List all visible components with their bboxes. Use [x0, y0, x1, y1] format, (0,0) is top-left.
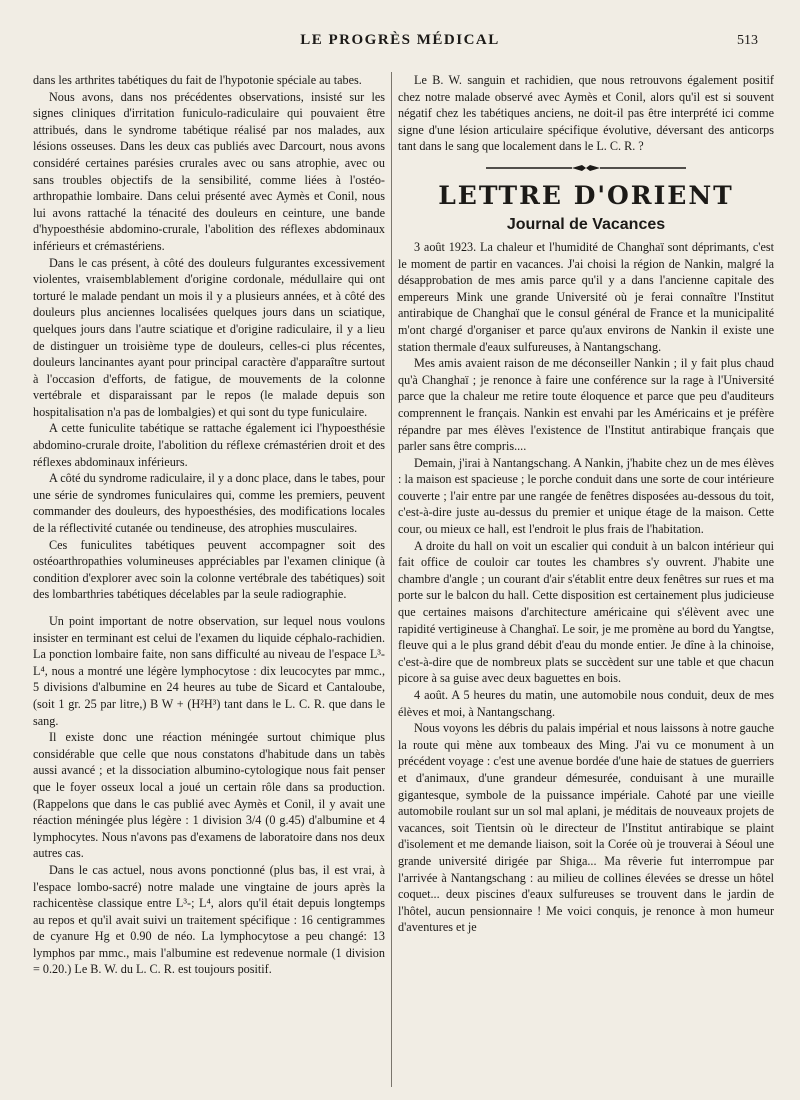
- paragraph: Nous avons, dans nos précédentes observations, insisté sur les signes cliniques d'irritation funiculo-radiculaire qui pouvaient être attribués, dans le syndrome tabétique réalisé par nos malades, aux lésions osseuses. Dans les deux cas publiés avec Darcourt, nous avons considéré certaines parésies crurales avec ou sans atrophie, avec ou sans troubles objectifs de la sensibilité, comme liées à l'ostéo-arthropathie lombaire. Dans celui présenté avec Aymès et Conil, nous lui avons rattaché la ténacité des douleurs en ceinture, une bande d'hypoesthésie abdomino-crurale, l'abolition des réflexes abdominaux inférieurs et crémastériens.: [33, 89, 385, 253]
- section-subtitle: Journal de Vacances: [506, 215, 666, 233]
- paragraph: Mes amis avaient raison de me déconseiller Nankin ; il y fait plus chaud qu'à Changhaï ; je renonce à faire une conférence sur la rage à l'Université parce que la chaleur me retire toute éloquence et parce que peu d'auditeurs comprennent le français. Nankin est envahi par les Américains et je préfère répandre par mes élèves l'existence de l'Institut antirabique français que parler sans être compris....: [398, 356, 774, 454]
- right-column: [398, 72, 774, 936]
- paragraph: A droite du hall on voit un escalier qui conduit à un balcon intérieur qui fait office de couloir car toutes les chambres s'y ouvrent. J'habite une chambre d'angle ; un courant d'air s'établit entre deux fenêtres sur rues et ma porte sur le balcon du hall. Cette disposition est certainement plus judicieuse que certaines maisons d'architecture américaine qui s'élèvent avec une rapidité vertigineuse à Changhaï. Le soir, je me promène au bord du Yangtse, fleuve qui a le plus grand débit d'eau du monde entier. Je dîne à la chinoise, c'est-à-dire que de nombreux plats se succèdent sur une table et que chacun picore à sa guise avec deux baguettes en bois.: [398, 538, 774, 686]
- paragraph: Ces funiculites tabétiques peuvent accompagner soit des ostéoarthropathies volumineuses appréciables par l'examen clinique (à condition d'explorer avec soin la colonne vertébrale des tabétiques) soit des lombarthries tabétiques décelables par la seule radiographie.: [33, 537, 385, 602]
- paragraph: dans les arthrites tabétiques du fait de l'hypotonie spéciale au tabes.: [33, 73, 362, 87]
- paragraph: Nous voyons les débris du palais impérial et nous laissons à notre gauche la route qui mène aux tombeaux des Ming. J'ai vu ce monument à un précédent voyage : c'est une avenue bordée d'une haie de statues de guerriers et d'animaux, d'une grandeur démesurée, conduisant à une muraille gigantesque, symbole de la puissance impériale. Cahoté par une vieille automobile roulant sur un sol mal aplani, je méditais de nouveaux projets de vacances, soit Tientsin où le directeur de l'Institut antirabique se plaint d'isolement et me demande liaison, soit la Corée où je trouverai à Séoul une grande université dirigée par Shiga... Ma rêverie fut interrompue par l'arrivée à Nantangschang : au milieu de collines élevées se dresse un hôtel coquet... deux piscines d'eaux sulfureuses se trouvent dans le jardin de l'hôtel, aucun pensionnaire ! Me voici conquis, je renonce à mon humeur d'aventures et je: [398, 721, 774, 935]
- column-divider: [391, 72, 392, 1087]
- paragraph: A cette funiculite tabétique se rattache également ici l'hypoesthésie abdomino-crurale droite, l'abolition du réflexe crémastérien droit et des réflexes abdominaux inférieurs.: [33, 421, 385, 469]
- paragraph: Demain, j'irai à Nantangschang. A Nankin, j'habite chez un de mes élèves : la maison est spacieuse ; le porche conduit dans une sorte de cour intérieure couverte ; l'air entre par une rangée de fenêtres disposées au-dessous du toit, c'est-à-dire juste au-dessus du premier et unique étage de la maison. Cette cour, ou mieux ce hall, est l'endroit le plus frais de l'habitation.: [398, 455, 774, 537]
- paragraph: Le B. W. sanguin et rachidien, que nous retrouvons également positif chez notre malade observé avec Aymès et Conil, alors qu'il est si souvent négatif chez les tabétiques anciens, ne doit-il pas être interprété ici comme signe d'une lésion articulaire spécifique évolutive, déversant des anticorps tant dans le sang que localement dans le L. C. R. ?: [398, 73, 774, 154]
- paragraph: Un point important de notre observation, sur lequel nous voulons insister en terminant est celui de l'examen du liquide céphalo-rachidien. La ponction lombaire faite, non sans difficulté au niveau de l'espace L³-L⁴, nous a montré une légère lymphocytose : dix leucocytes par mmc., 5 divisions d'albumine en 24 heures au tube de Sicard et Cantaloube, (soit 1 gr. 25 par litre,) B W + (H²H³) tant dans le L. C. R. que dans le sang.: [33, 614, 385, 728]
- paragraph: Dans le cas présent, à côté des douleurs fulgurantes excessivement violentes, vraisemblablement d'origine cordonale, médullaire qui ont torturé le malade pendant un mois il y a plusieurs années, et à côté des douleurs plus anciennes localisées quelques jours dans un sciatique, quelques jours dans l'autre sciatique et d'origine radiculaire, il y a lieu de distinguer un troisième type de douleurs, celles-ci plus récentes, douleurs lancinantes ayant pour principal caractère d'apparaître surtout à l'occasion d'efforts, de fatigue, de mouvements de la colonne vertébrale et disparaissant par le repos (le malade depuis son hospitalisation n'a pas de lombalgies) et qui sont du type funiculaire.: [33, 255, 385, 419]
- ornamental-divider: [486, 163, 686, 173]
- section-title: LETTRE D'ORIENT: [438, 180, 734, 210]
- paragraph: A côté du syndrome radiculaire, il y a donc place, dans le tabes, pour une série de syndromes funiculaires qui, comme les premiers, peuvent commander des douleurs, des hypoesthésies, des modifications locales de la réflectivité cutanée ou tendineuse, des atrophies musculaires.: [33, 471, 385, 536]
- paragraph: 4 août. A 5 heures du matin, une automobile nous conduit, deux de mes élèves et moi, à Nantangschang.: [398, 688, 774, 719]
- paragraph: Il existe donc une réaction méningée surtout chimique plus considérable que celle que nous constatons d'habitude dans un tabès aussi avancé ; et la dissociation albumino-cytologique nous fait penser que le foyer osseux local a joué un certain rôle dans sa production. (Rappelons que dans le cas publié avec Aymès et Conil, il y avait une réaction méningée plus légère : 1 division 3/4 (0 g.45) d'albumine et 4 lymphocytes. Nous n'avons pas d'examens de laboratoire dans nos deux autres cas.: [33, 730, 385, 861]
- journal-title: LE PROGRÈS MÉDICAL: [300, 32, 500, 48]
- paragraph: Dans le cas actuel, nous avons ponctionné (plus bas, il est vrai, à l'espace lombo-sacré) notre malade une vingtaine de jours après la rachicentèse classique entre L³-; L⁴, alors qu'il était depuis longtemps au repos et qu'il avait suivi un traitement spécifique : 16 centigrammes de cyanure Hg et 0.90 de néo. La lymphocytose a peu changé: 13 lymphos par mmc., mais l'albumine est redevenue normale (1 division = 0.20.) Le B. W. du L. C. R. est toujours positif.: [33, 862, 385, 977]
- paragraph: 3 août 1923. La chaleur et l'humidité de Changhaï sont déprimants, c'est le moment de partir en vacances. J'ai choisi la région de Nankin, malgré la désapprobation de mes amis parce qu'il y a dans l'ancienne capitale des empereurs Mink une grande Université où je ferai connaître l'Institut antirabique de Changhaï que le consul général de France et la municipalité m'ont chargé d'organiser et parce qu'aux environs de Nankin il existe une station thermale d'eaux sulfureuses, à Nantangschang.: [398, 239, 774, 354]
- running-header: [0, 32, 800, 56]
- page-number: 513: [737, 33, 758, 48]
- left-column: [33, 72, 385, 978]
